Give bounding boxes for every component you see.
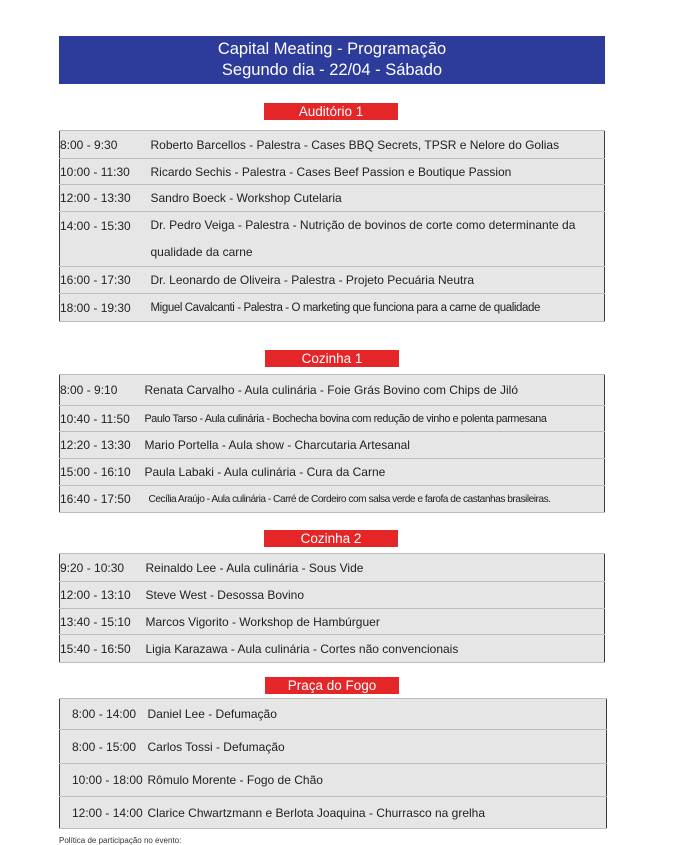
time-cell: 12:00 - 13:10 — [60, 582, 146, 609]
time-cell: 18:00 - 19:30 — [60, 294, 151, 322]
time-cell: 8:00 - 15:00 — [60, 730, 148, 764]
table-row — [60, 764, 607, 797]
table-row — [60, 159, 605, 185]
table-row — [60, 459, 605, 486]
footer-note: Política de participação no evento: — [59, 836, 182, 845]
description-cell: Ligia Karazawa - Aula culinária - Cortes não convencionais — [146, 635, 605, 663]
time-cell: 8:00 - 9:10 — [60, 375, 145, 406]
description-cell: Marcos Vigorito - Workshop de Hambúrguer — [146, 609, 605, 635]
table-row — [60, 267, 605, 294]
table-row — [60, 554, 605, 582]
time-cell: 12:00 - 14:00 — [60, 797, 148, 829]
page-header — [59, 36, 605, 84]
schedule-table-praca-do-fogo — [59, 698, 607, 829]
table-row — [60, 294, 605, 322]
time-cell: 12:00 - 13:30 — [60, 185, 151, 212]
time-cell: 13:40 - 15:10 — [60, 609, 146, 635]
schedule-table-cozinha-2 — [59, 553, 605, 663]
description-cell: Clarice Chwartzmann e Berlota Joaquina - Churrasco na grelha — [148, 797, 607, 829]
description-cell: Sandro Boeck - Workshop Cutelaria — [151, 185, 605, 212]
table-row — [60, 131, 605, 159]
description-cell: Renata Carvalho - Aula culinária - Foie Grás Bovino com Chips de Jiló — [145, 375, 605, 406]
section-title-cozinha-1: Cozinha 1 — [265, 350, 399, 367]
table-row — [60, 212, 605, 267]
table-row — [60, 432, 605, 459]
table-row — [60, 699, 607, 730]
description-cell: Cecília Araújo - Aula culinária - Carré de Cordeiro com salsa verde e farofa de castanhas brasileiras. — [145, 486, 605, 513]
section-title-auditorio-1: Auditório 1 — [264, 103, 398, 120]
description-cell: Paulo Tarso - Aula culinária - Bochecha bovina com redução de vinho e polenta parmesana — [145, 406, 605, 432]
time-cell: 16:00 - 17:30 — [60, 267, 151, 294]
schedule-table-auditorio-1 — [59, 130, 605, 322]
table-row — [60, 582, 605, 609]
time-cell: 8:00 - 14:00 — [60, 699, 148, 730]
time-cell: 9:20 - 10:30 — [60, 554, 146, 582]
time-cell: 15:40 - 16:50 — [60, 635, 146, 663]
description-cell: Carlos Tossi - Defumação — [148, 730, 607, 764]
time-cell: 16:40 - 17:50 — [60, 486, 145, 513]
description-cell: Ricardo Sechis - Palestra - Cases Beef Passion e Boutique Passion — [151, 159, 605, 185]
table-row — [60, 635, 605, 663]
table-row — [60, 375, 605, 406]
description-cell: Daniel Lee - Defumação — [148, 699, 607, 730]
description-cell: Mario Portella - Aula show - Charcutaria Artesanal — [145, 432, 605, 459]
description-cell: Roberto Barcellos - Palestra - Cases BBQ Secrets, TPSR e Nelore do Golias — [151, 131, 605, 159]
time-cell: 15:00 - 16:10 — [60, 459, 145, 486]
header-title: Capital Meating - Programação — [217, 40, 447, 58]
table-row — [60, 185, 605, 212]
time-cell: 12:20 - 13:30 — [60, 432, 145, 459]
description-cell: Dr. Leonardo de Oliveira - Palestra - Projeto Pecuária Neutra — [151, 267, 605, 294]
table-row — [60, 406, 605, 432]
description-cell: Steve West - Desossa Bovino — [146, 582, 605, 609]
schedule-table-cozinha-1 — [59, 374, 605, 513]
section-title-cozinha-2: Cozinha 2 — [264, 530, 398, 547]
description-cell: Reinaldo Lee - Aula culinária - Sous Vide — [146, 554, 605, 582]
time-cell: 10:00 - 18:00 — [60, 764, 148, 797]
table-row — [60, 486, 605, 513]
description-cell: Rômulo Morente - Fogo de Chão — [148, 764, 607, 797]
time-cell: 10:00 - 11:30 — [60, 159, 151, 185]
description-cell: Paula Labaki - Aula culinária - Cura da Carne — [145, 459, 605, 486]
time-cell: 14:00 - 15:30 — [60, 212, 151, 267]
description-cell: Miguel Cavalcanti - Palestra - O marketing que funciona para a carne de qualidade — [151, 294, 605, 322]
section-title-praca-do-fogo: Praça do Fogo — [265, 677, 399, 694]
description-cell: Dr. Pedro Veiga - Palestra - Nutrição de bovinos de corte como determinante da qualidade da carne — [151, 212, 605, 267]
table-row — [60, 609, 605, 635]
table-row — [60, 797, 607, 829]
time-cell: 8:00 - 9:30 — [60, 131, 151, 159]
header-subtitle: Segundo dia - 22/04 - Sábado — [221, 61, 443, 79]
time-cell: 10:40 - 11:50 — [60, 406, 145, 432]
table-row — [60, 730, 607, 764]
